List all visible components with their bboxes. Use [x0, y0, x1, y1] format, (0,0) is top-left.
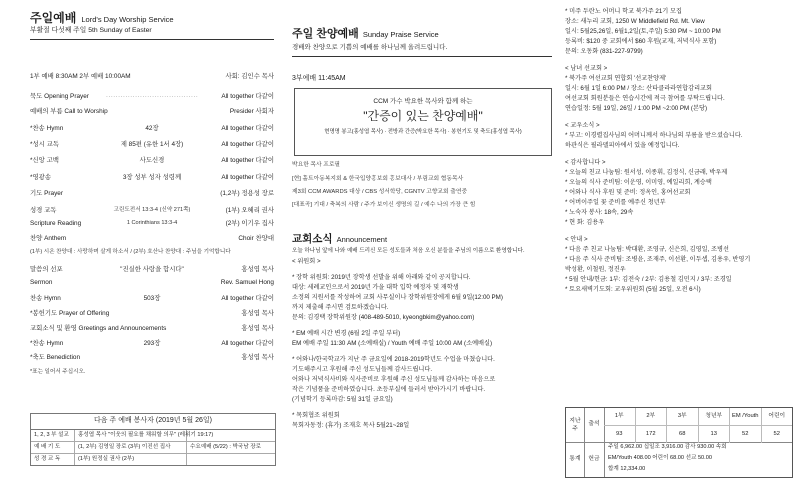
- table-cell: 93: [604, 426, 636, 443]
- order-item: [30, 108, 274, 119]
- order-item: [30, 325, 274, 336]
- praise-title: [292, 28, 439, 42]
- offering-label: 헌금: [584, 442, 605, 477]
- order-detail: 고린도전서 13:3-4 (신약 271쪽): [113, 207, 191, 213]
- column-worship: [30, 0, 274, 486]
- leader-dots: ······································: [105, 93, 199, 100]
- order-leader: 홍성엽 목사: [241, 325, 274, 332]
- news-title: [292, 233, 387, 246]
- spacer: [565, 115, 791, 120]
- order-label: 묵도 Opening Prayer: [30, 93, 89, 100]
- order-leader: (2부) 이기우 집사: [225, 220, 274, 227]
- next-week-table: [30, 413, 276, 466]
- mission-line: * 북가주 여선교회 연합회 '선교찬양제': [565, 75, 667, 82]
- praise-title-ko: 주일 찬양예배: [292, 28, 359, 40]
- order-leader: All together 다같이: [221, 93, 274, 100]
- news-line: 까지 제출해 주시면 검토하겠습니다.: [292, 304, 389, 311]
- section-head: < 남녀 선교회 >: [565, 65, 608, 72]
- order-item: [30, 125, 274, 136]
- anthem-note: [30, 249, 274, 260]
- news-title-ko: 교회소식: [292, 233, 333, 245]
- order-item: [30, 141, 274, 152]
- profile-title: 박요한 목사 프로필: [292, 162, 341, 168]
- worship-subtitle: 부활절 다섯째 주일 5th Sunday of Easter: [30, 27, 152, 34]
- table-cell: 1부: [604, 408, 636, 425]
- order-label: *찬송 Hymn: [30, 340, 64, 347]
- sermon-title: "진실한 사랑을 합시다": [120, 266, 184, 273]
- news-line: 목회자동정: (휴가) 조재호 목사 5월21~28일: [292, 422, 410, 429]
- order-item: [30, 207, 274, 218]
- table-cell: 13: [699, 426, 731, 443]
- order-leader: All together 다같이: [221, 340, 274, 347]
- order-leader: Presider 사회자: [229, 108, 274, 115]
- order-item: [30, 295, 274, 306]
- table-row: [31, 442, 275, 454]
- table-cell: 3부: [667, 408, 699, 425]
- order-item: [30, 310, 274, 321]
- section-head: < 감사합니다 >: [565, 159, 606, 166]
- profile-line: [현] 홀트아동복지회 & 한국입양홍보회 홍보대사 / 부림교회 협동목사: [292, 176, 464, 182]
- feature-credits: 현명명 봉고(홍성엽 목사) · 전방과 간증(박요한 목사) · 봉헌기도 및 축도(홍성엽 목사): [324, 129, 522, 136]
- order-item: [30, 354, 274, 365]
- order-detail: 503장: [143, 295, 161, 302]
- service-time-line: 1부 예배 8:30AM 2부 예배 10:00AM: [30, 73, 131, 80]
- table-row: [31, 430, 275, 442]
- praise-title-en: Sunday Praise Service: [362, 30, 439, 39]
- order-item: [30, 340, 274, 351]
- order-detail: 3장 성부 성자 성령께: [122, 174, 182, 181]
- camp-line: 등록비: $120 중 교회에서 $60 후원(교재, 저녁식사 포함): [565, 38, 717, 45]
- order-label: 찬양 Anthem: [30, 235, 67, 242]
- worship-title-ko: 주일예배: [30, 11, 77, 25]
- order-item: [30, 190, 274, 201]
- table-cell: 52: [773, 431, 780, 437]
- attendance-header-row: [604, 408, 792, 426]
- order-leader: All together 다같이: [221, 141, 274, 148]
- order-item: [30, 266, 274, 277]
- member-news-line: * 부고: 이경렬집사님의 어머니께서 하나님의 부름을 받으셨습니다.: [565, 132, 743, 139]
- table-cell: 수요예배 (5/22) : 박국남 장로: [190, 443, 262, 450]
- divider: [292, 56, 552, 57]
- order-item: [30, 279, 274, 290]
- column-announcements: [565, 0, 791, 486]
- order-leader: 홍성엽 목사: [241, 310, 274, 317]
- order-label: *봉헌기도 Prayer of Offering: [30, 310, 110, 317]
- praise-time: 3부예배 11:45AM: [292, 75, 346, 82]
- worship-title-en: Lord's Day Worship Service: [81, 15, 174, 24]
- thanks-line: * 노숙자 봉사: 18속, 29속: [565, 209, 634, 216]
- news-line: (기념학기 등록마감: 5월 31일 금요일): [292, 396, 393, 403]
- camp-line: * 미주 두란노 어머니 학교 북가주 21기 모집: [565, 8, 682, 15]
- order-label: 교회소식 및 환영 Greetings and Announcements: [30, 325, 167, 332]
- order-detail: 293장: [143, 340, 161, 347]
- table-cell: 172: [636, 426, 668, 443]
- table-cell: 68: [667, 426, 699, 443]
- stats-label-stats: 통계: [566, 442, 585, 477]
- table-cell: 성 경 교 독: [31, 454, 75, 465]
- table-cell: [187, 430, 275, 441]
- order-label: *영광송: [30, 174, 52, 181]
- order-leader: (1부) 오혜리 권사: [225, 207, 274, 214]
- service-times: [30, 73, 274, 84]
- offering-line: 주일 6,962.00 십일조 3,916.00 감사 930.00 속회: [608, 444, 727, 450]
- guide-line: * 다음 주 친교 나눔팀: 박대환, 조영규, 신은희, 김영일, 조병선: [565, 246, 729, 253]
- order-label: Scripture Reading: [30, 220, 82, 227]
- offering-line: EM/Youth 408.00 어린이 68.00 선교 50.00: [608, 455, 712, 461]
- thanks-line: * 오늘의 친교 나눔팀: 원서성, 이종휘, 김정식, 신금래, 박우제: [565, 169, 728, 176]
- guide-line: * 토요새벽기도회: 교우위원회 (5월 25일, 오전 6시): [565, 286, 701, 293]
- news-title-en: Announcement: [336, 235, 388, 244]
- column-praise-news: [292, 0, 552, 486]
- stats-label-last-week: 지난 주: [566, 408, 585, 443]
- news-line: * 장학 위원회: 2019년 장학생 선발을 위해 아래와 같이 공지합니다.: [292, 274, 471, 281]
- member-news-line: 하관식은 필라델피아에서 있을 예정입니다.: [565, 142, 680, 149]
- table-cell: 청년부: [699, 408, 731, 425]
- attendance-value-row: [604, 426, 792, 443]
- feature-title: "간증이 있는 찬양예배": [363, 109, 483, 124]
- order-detail: 사도신경: [139, 157, 165, 164]
- news-body: [292, 248, 552, 432]
- divider: [30, 39, 274, 40]
- mission-line: 여선교회 회원분들은 연습시간에 적극 참여를 부탁드립니다.: [565, 95, 725, 102]
- order-label: Sermon: [30, 279, 53, 286]
- offering-details: [604, 442, 792, 477]
- section-head: < 교우소식 >: [565, 122, 600, 129]
- guide-line: * 5월 안내/헌금: 1부: 김전숙 / 2부: 김용철 김민지 / 3부: 조경일: [565, 276, 732, 283]
- camp-line: 장소: 새누리 교회, 1250 W Middlefield Rd. Mt. View: [565, 18, 705, 25]
- table-cell: 1, 2, 3 부 설교: [31, 430, 75, 441]
- thanks-line: * 어와나 식사 후원 및 준비: 정옥인, 홍여선교회: [565, 189, 691, 196]
- table-cell: 홍성엽 목사 "이웃의 필요를 채워할 의무" (레위기 19:17): [75, 430, 187, 441]
- order-item: [30, 220, 274, 231]
- order-leader: Rev. Samuel Hong: [220, 279, 274, 286]
- offering-total: 합계 12,334.00: [608, 466, 646, 472]
- order-label: 성경 교독: [30, 207, 57, 214]
- news-line: 기도해주시고 후원해 주신 성도님들께 감사드립니다.: [292, 366, 433, 373]
- order-leader: All together 다같이: [221, 174, 274, 181]
- order-item: [30, 174, 274, 185]
- feature-intro: CCM 가수 박요한 목사와 함께 하는: [373, 98, 473, 105]
- order-label: 찬송 Hymn: [30, 295, 61, 302]
- order-leader: All together 다같이: [221, 295, 274, 302]
- weekly-stats-table: [565, 407, 793, 478]
- spacer: [565, 229, 791, 234]
- order-label: *신앙 고백: [30, 157, 59, 164]
- news-line: 어와나 저녁식사비와 식사준비로 후원해 주신 성도님들께 감사하는 마음으로: [292, 376, 496, 383]
- spacer: [565, 58, 791, 63]
- news-line: * EM 예배 시간 변경 (6월 2일 주일 부터): [292, 330, 401, 337]
- order-leader: 홍성엽 목사: [241, 354, 274, 361]
- profile-line: [대표곡] 기대 / 축복의 사람 / 주가 보이신 생명의 길 / 예수 나의 가장 큰 힘: [292, 202, 476, 208]
- guide-line: 박성환, 이철원, 정진우: [565, 266, 626, 273]
- order-detail: 42장: [145, 125, 159, 132]
- praise-feature-box: [294, 88, 552, 156]
- table-cell: (1부) 원정실 권사 (2부): [75, 454, 187, 465]
- worship-title: [30, 11, 174, 26]
- stand-note-text: *표는 일어서 주십시오.: [30, 369, 86, 375]
- anthem-note-text: (1부) 시온 찬양대 : 사랑하며 살게 하소서 / (2부) 호산나 찬양대 : 주님을 기억합니다: [30, 249, 231, 255]
- order-detail: 제 85편 (유한 1서 4장): [120, 141, 184, 148]
- order-leader: (1,2부) 정용성 장로: [220, 190, 274, 197]
- order-item: [30, 235, 274, 246]
- thanks-line: * 현 화: 김용우: [565, 219, 605, 226]
- next-week-table-title: 다음 주 예배 봉사자 (2019년 5월 26일): [31, 414, 275, 430]
- thanks-line: * 오늘의 식사 준비팀: 이운영, 이미영, 예일리희, 계승택: [565, 179, 712, 186]
- committee-head: < 위원회 >: [292, 258, 321, 265]
- news-line: * 목회협조 위원회: [292, 412, 340, 419]
- profile-section: [292, 162, 552, 212]
- praise-subtitle: 경배와 찬양으로 기쁨의 예배를 하나님께 올려드립니다.: [292, 44, 448, 51]
- presider-name: 사회: 김인수 목사: [225, 73, 274, 80]
- camp-line: 일시: 5월25,26일, 6월1,2일(토,주일) 5:30 PM ~ 10:00 PM: [565, 28, 721, 35]
- thanks-line: * 어버이주일 꽃 준비를 예주신 청년부: [565, 199, 666, 206]
- order-leader: All together 다같이: [221, 125, 274, 132]
- mission-line: 일시: 6월 1일 6:00 PM / 장소: 산타클라라연합감리교회: [565, 85, 713, 92]
- camp-line: 문의: 오동화 (831-227-9799): [565, 48, 643, 55]
- order-leader: All together 다같이: [221, 157, 274, 164]
- news-intro: 오늘 하나님 앞에 나와 예배 드리신 모든 성도들과 처음 오신 분들을 주님의 이름으로 환영합니다.: [292, 248, 525, 254]
- guide-line: * 다음 주 식사 준비팀: 조병윤, 조재주, 이선환, 이두셉, 김용우, 반영기: [565, 256, 751, 263]
- news-line: 작은 기념품을 준비하였습니다. 초등부실에 들러서 받아가시기 바랍니다.: [292, 386, 486, 393]
- order-label: 말씀의 선포: [30, 266, 63, 273]
- table-cell: [187, 454, 275, 465]
- table-cell: 예 배 기 도: [31, 442, 75, 453]
- order-label: *찬송 Hymn: [30, 125, 64, 132]
- order-label: *성시 교독: [30, 141, 59, 148]
- news-line: * 어와나/한국학교가 지난 주 금요일에 2018-2019학년도 수업을 마쳤습니다.: [292, 356, 495, 363]
- table-cell: EM /Youth: [730, 408, 762, 425]
- news-line: 문의: 김경택 장학위원장 (408-489-5010, kyeongbkim@yahoo.com): [292, 314, 475, 321]
- news-line: 소정의 지원서를 작성하여 교회 사무실이나 장학위원장에게 6월 9일(12:00 PM): [292, 294, 503, 301]
- mission-line: 연습일정: 5월 19일, 26일 / 1:00 PM ~2:00 PM (본당): [565, 105, 708, 112]
- attendance-label: 출석: [584, 408, 605, 443]
- order-label: 예배의 부름 Call to Worship: [30, 108, 108, 115]
- table-row: [31, 454, 275, 465]
- stand-note: [30, 369, 274, 380]
- attendance-grid: [604, 408, 792, 443]
- news-line: EM 예배 주일 11:30 AM (소예배실) / Youth 예배 주일 10:00 AM (소예배실): [292, 340, 493, 347]
- order-label: *축도 Benediction: [30, 354, 81, 361]
- spacer: [565, 152, 791, 157]
- table-cell: 52: [730, 426, 762, 443]
- news-line: 대상: 세례교인으로서 2019년 가을 대학 입학 예정자 및 재학생: [292, 284, 459, 291]
- order-leader: 홍성엽 목사: [241, 266, 274, 273]
- profile-line: 제3회 CCM AWARDS 대상 / CBS 성서학당, CGNTV 고향교회 출연중: [292, 189, 468, 195]
- table-cell: 2부: [636, 408, 668, 425]
- table-cell: (1, 2부) 김영일 장로 (3부) 이진선 집사: [75, 442, 187, 453]
- order-leader: Choir 찬양대: [238, 235, 274, 242]
- order-item: [30, 157, 274, 168]
- announcement-list: [565, 8, 791, 296]
- order-detail: 1 Corinthians 13:3-4: [126, 220, 178, 226]
- table-cell: 어린이: [768, 413, 786, 419]
- order-item: [30, 93, 274, 104]
- order-label: 기도 Prayer: [30, 190, 63, 197]
- section-head: < 안내 >: [565, 236, 588, 243]
